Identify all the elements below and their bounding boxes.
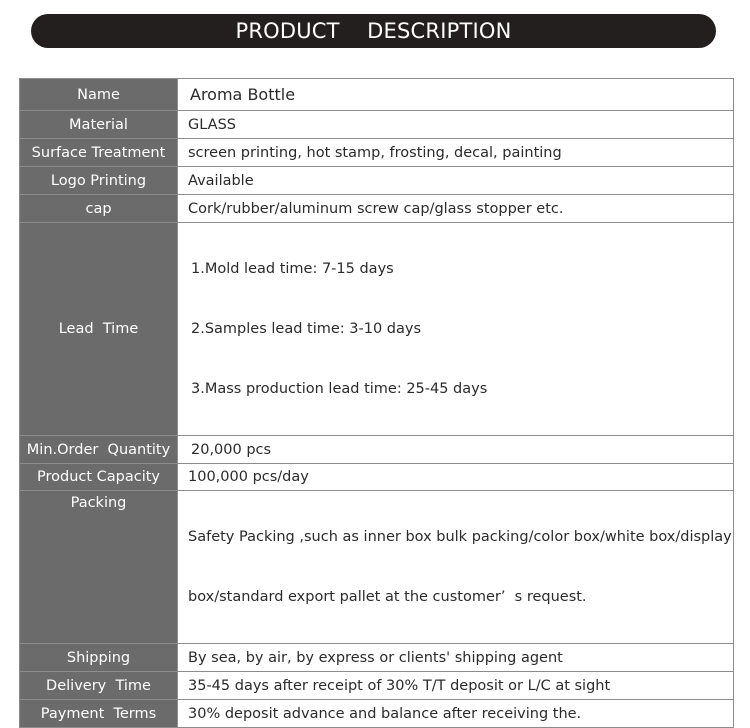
row-label-surface-treatment: Surface Treatment	[20, 139, 178, 167]
table-row	[20, 139, 734, 167]
row-value-shipping: By sea, by air, by express or clients' shipping agent	[178, 644, 734, 672]
row-value-cap: Cork/rubber/aluminum screw cap/glass stopper etc.	[178, 195, 734, 223]
table-row	[20, 195, 734, 223]
lead-time-line-2: 2.Samples lead time: 3-10 days	[191, 321, 422, 337]
row-value-delivery-time: 35-45 days after receipt of 30% T/T deposit or L/C at sight	[178, 672, 734, 700]
row-value-min-order-quantity: 20,000 pcs	[178, 436, 734, 464]
row-label-product-capacity: Product Capacity	[20, 464, 178, 491]
header-banner	[31, 14, 716, 48]
lead-time-line-1: 1.Mold lead time: 7-15 days	[191, 261, 394, 277]
table-row	[20, 223, 734, 436]
table-row	[20, 436, 734, 464]
row-value-payment-terms: 30% deposit advance and balance after receiving the.	[178, 700, 734, 728]
table-row	[20, 79, 734, 111]
packing-line-1: Safety Packing ,such as inner box bulk packing/color box/white box/display	[188, 529, 732, 545]
row-label-lead-time: Lead Time	[20, 223, 178, 436]
row-value-packing	[178, 491, 734, 644]
table-row	[20, 464, 734, 491]
table-row	[20, 700, 734, 728]
row-value-product-capacity: 100,000 pcs/day	[178, 464, 734, 491]
page-title: PRODUCT DESCRIPTION	[235, 18, 512, 43]
packing-line-2: box/standard export pallet at the customer’ s request.	[188, 589, 587, 605]
row-label-logo-printing: Logo Printing	[20, 167, 178, 195]
row-label-cap: cap	[20, 195, 178, 223]
lead-time-line-3: 3.Mass production lead time: 25-45 days	[191, 381, 488, 397]
row-label-packing: Packing	[20, 491, 178, 644]
table-row	[20, 644, 734, 672]
row-value-surface-treatment: screen printing, hot stamp, frosting, decal, painting	[178, 139, 734, 167]
spec-table	[19, 78, 734, 728]
row-label-name: Name	[20, 79, 178, 111]
row-label-min-order-quantity: Min.Order Quantity	[20, 436, 178, 464]
row-value-lead-time	[178, 223, 734, 436]
table-row	[20, 672, 734, 700]
table-row	[20, 167, 734, 195]
row-label-delivery-time: Delivery Time	[20, 672, 178, 700]
table-row	[20, 491, 734, 644]
row-label-material: Material	[20, 111, 178, 139]
table-row	[20, 111, 734, 139]
row-value-logo-printing: Available	[178, 167, 734, 195]
row-label-payment-terms: Payment Terms	[20, 700, 178, 728]
row-value-material: GLASS	[178, 111, 734, 139]
row-label-shipping: Shipping	[20, 644, 178, 672]
row-value-name: Aroma Bottle	[178, 79, 734, 111]
